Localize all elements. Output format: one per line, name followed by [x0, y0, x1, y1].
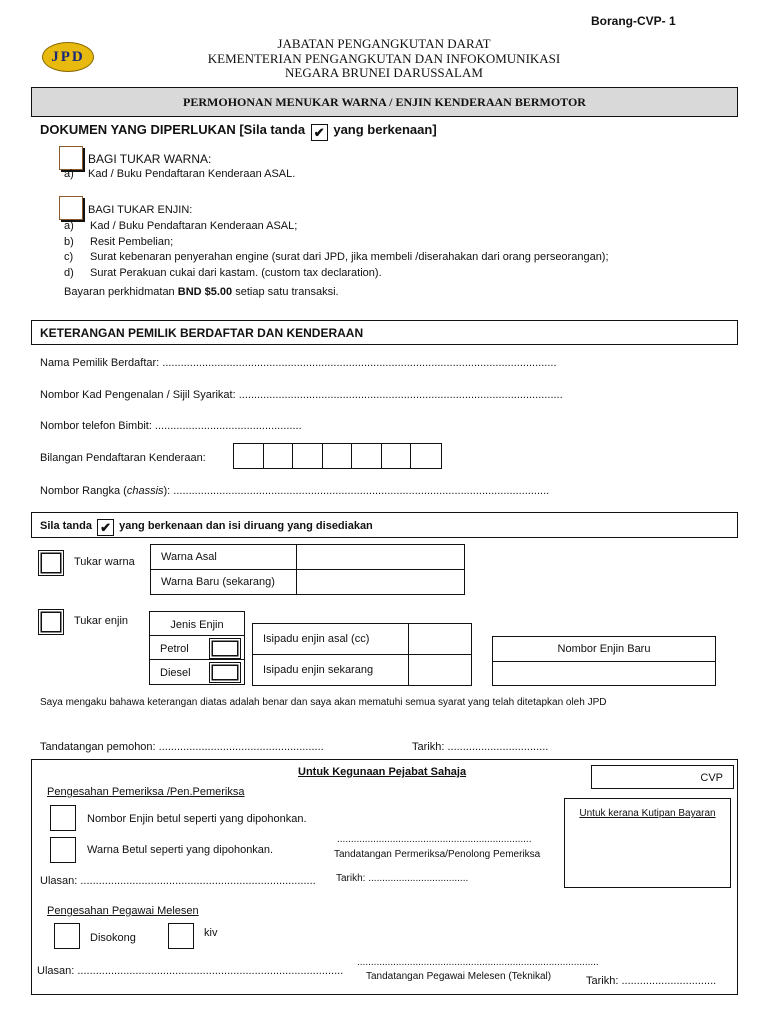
- chassis-field[interactable]: Nombor Rangka (chassis): ...........................................................................................................................: [40, 485, 550, 497]
- tick-icon: ✔: [97, 519, 114, 536]
- declaration-text: Saya mengaku bahawa keterangan diatas adalah benar dan saya akan mematuhi semua syarat yang telah ditetapkan oleh JPD: [40, 697, 607, 708]
- header-line-3: NEGARA BRUNEI DARUSSALAM: [285, 65, 483, 80]
- documents-heading: DOKUMEN YANG DIPERLUKAN [Sila tanda ✔ yang berkenaan]: [40, 122, 437, 140]
- new-colour-label: Warna Baru (sekarang): [151, 570, 297, 595]
- list-item: d) Surat Perakuan cukai dari kastam. (custom tax declaration).: [64, 266, 382, 279]
- registration-char-box[interactable]: [410, 443, 442, 469]
- engine-change-checkbox[interactable]: [38, 609, 64, 635]
- engine-cc-table: [252, 623, 472, 686]
- inspector-heading: Pengesahan Pemeriksa /Pen.Pemeriksa: [47, 786, 245, 798]
- owner-name-field[interactable]: Nama Pemilik Berdaftar: .................................................................................................................................: [40, 357, 557, 369]
- logo-text: JPD: [51, 49, 85, 65]
- new-engine-no-field[interactable]: [493, 662, 716, 686]
- colour-table: [150, 544, 465, 595]
- inspector-date-field[interactable]: Tarikh: ....................................: [336, 873, 469, 884]
- orig-cc-field[interactable]: [409, 624, 472, 655]
- officer-signature-label: Tandatangan Pegawai Melesen (Teknikal): [366, 971, 552, 982]
- petrol-checkbox[interactable]: [209, 638, 241, 659]
- licensing-heading: Pengesahan Pegawai Melesen: [47, 905, 199, 917]
- form-title: PERMOHONAN MENUKAR WARNA / ENJIN KENDERAAN BERMOTOR: [183, 95, 586, 109]
- registration-char-box[interactable]: [263, 443, 294, 469]
- header-line-2: KEMENTERIAN PENGANGKUTAN DAN INFOKOMUNIKASI: [207, 50, 561, 66]
- registration-char-box[interactable]: [351, 443, 382, 469]
- fee-note: Bayaran perkhidmatan BND $5.00 setiap satu transaksi.: [64, 286, 339, 298]
- colour-docs-label: BAGI TUKAR WARNA:: [88, 152, 212, 166]
- owner-section-title-bar: [31, 320, 738, 345]
- owner-phone-field[interactable]: Nombor telefon Bimbit: ................................................: [40, 420, 302, 432]
- list-item: a) Kad / Buku Pendaftaran Kenderaan ASAL;: [64, 220, 298, 232]
- supported-label: Disokong: [90, 932, 136, 944]
- new-cc-field[interactable]: [409, 655, 472, 686]
- change-instruction-bar: [31, 512, 738, 538]
- colour-change-label: Tukar warna: [74, 556, 135, 568]
- form-title-bar: [31, 87, 738, 117]
- diesel-label: Diesel: [160, 667, 191, 679]
- new-cc-label: Isipadu enjin sekarang: [253, 655, 409, 686]
- engine-ok-checkbox[interactable]: [50, 805, 76, 831]
- inspector-signature-label: Tandatangan Permeriksa/Penolong Pemeriksa: [334, 849, 541, 860]
- new-engine-no-table: [492, 636, 716, 686]
- registration-char-box[interactable]: [233, 443, 264, 469]
- cvp-label: CVP: [700, 772, 723, 784]
- old-colour-label: Warna Asal: [151, 545, 297, 570]
- tick-icon: ✔: [311, 124, 328, 141]
- payment-box: [564, 798, 731, 888]
- form-code: Borang-CVP- 1: [591, 14, 676, 28]
- new-colour-field[interactable]: [297, 570, 465, 595]
- owner-ic-field[interactable]: Nombor Kad Pengenalan / Sijil Syarikat: ..........................................................................................................: [40, 389, 563, 401]
- registration-char-box[interactable]: [381, 443, 412, 469]
- kiv-label: kiv: [204, 927, 218, 939]
- change-instruction: Sila tanda ✔ yang berkenaan dan isi diruang yang disediakan: [40, 520, 373, 535]
- applicant-signature-field[interactable]: Tandatangan pemohon: ......................................................: [40, 741, 324, 753]
- list-item: c) Surat kebenaran penyerahan engine (surat dari JPD, jika membeli /diserahakan dari orang perseorangan);: [64, 251, 609, 263]
- engine-docs-label: BAGI TUKAR ENJIN:: [88, 204, 193, 216]
- colour-ok-label: Warna Betul seperti yang dipohonkan.: [87, 844, 274, 856]
- payment-box-label: Untuk kerana Kutipan Bayaran: [579, 808, 716, 819]
- colour-ok-checkbox[interactable]: [50, 837, 76, 863]
- registration-label: Bilangan Pendaftaran Kenderaan:: [40, 452, 206, 464]
- remarks-1-field[interactable]: Ulasan: .............................................................................: [40, 875, 316, 887]
- officer-signature-line[interactable]: .......................................................................................: [357, 957, 599, 968]
- cvp-box: [591, 765, 734, 789]
- registration-boxes: [233, 443, 442, 469]
- remarks-2-field[interactable]: Ulasan: .......................................................................................: [37, 965, 344, 977]
- engine-docs-checkbox[interactable]: [59, 196, 83, 220]
- diesel-checkbox[interactable]: [209, 662, 241, 683]
- list-item: b) Resit Pembelian;: [64, 235, 174, 248]
- engine-change-label: Tukar enjin: [74, 615, 129, 627]
- fee-amount: BND $5.00: [177, 286, 233, 298]
- colour-docs-checkbox[interactable]: [59, 146, 83, 170]
- registration-char-box[interactable]: [292, 443, 323, 469]
- registration-char-box[interactable]: [322, 443, 353, 469]
- header-line-1: JABATAN PENGANGKUTAN DARAT: [277, 36, 491, 51]
- supported-checkbox[interactable]: [54, 923, 80, 949]
- orig-cc-label: Isipadu enjin asal (cc): [253, 624, 409, 655]
- colour-doc-item-a: a) Kad / Buku Pendaftaran Kenderaan ASAL.: [64, 168, 296, 180]
- inspector-signature-line[interactable]: ......................................................................: [337, 834, 532, 845]
- engine-doc-list: [64, 219, 704, 281]
- engine-type-header: Jenis Enjin: [149, 611, 245, 637]
- petrol-label: Petrol: [160, 643, 189, 655]
- kiv-checkbox[interactable]: [168, 923, 194, 949]
- office-use-title: Untuk Kegunaan Pejabat Sahaja: [298, 766, 467, 778]
- new-engine-no-label: Nombor Enjin Baru: [493, 637, 716, 662]
- officer-date-field[interactable]: Tarikh: ...............................: [586, 975, 717, 987]
- engine-ok-label: Nombor Enjin betul seperti yang dipohonkan.: [87, 813, 307, 825]
- owner-section-title: KETERANGAN PEMILIK BERDAFTAR DAN KENDERAAN: [40, 326, 364, 340]
- applicant-date-field[interactable]: Tarikh: .................................: [412, 741, 549, 753]
- colour-change-checkbox[interactable]: [38, 550, 64, 576]
- old-colour-field[interactable]: [297, 545, 465, 570]
